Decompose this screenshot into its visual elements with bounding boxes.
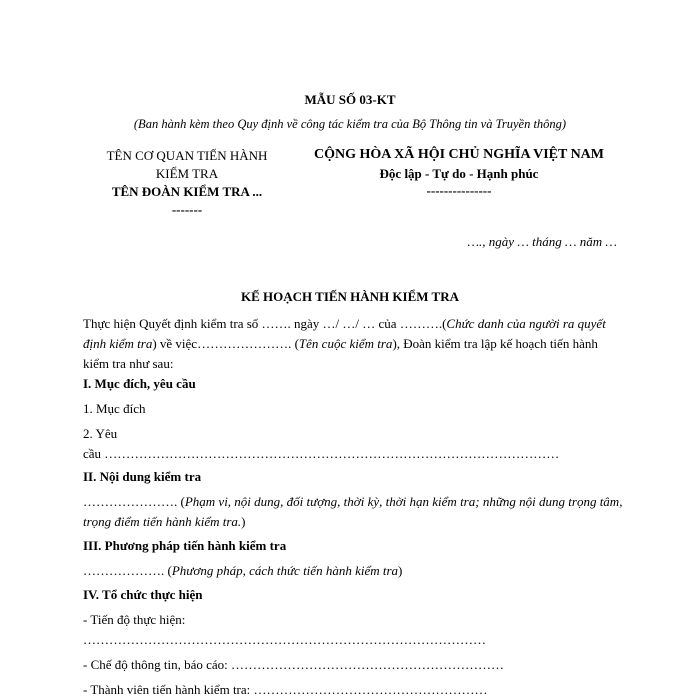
inspection-team-name: TÊN ĐOÀN KIỂM TRA ... xyxy=(111,184,263,199)
intro-paragraph xyxy=(83,314,623,374)
intro-part5: ), Đoàn kiểm tra lập kế hoạch tiến hành kiểm tra như sau: xyxy=(83,336,598,371)
section3-heading: III. Phương pháp tiến hành kiểm tra xyxy=(83,538,287,553)
section2-text: Phạm vi, nội dung, đối tượng, thời kỳ, thời hạn kiểm tra; những nội dung trọng tâm, trọng điểm tiến hành kiểm tra. xyxy=(83,494,623,529)
section3-dots: ………………. ( xyxy=(83,563,172,578)
section2-paragraph xyxy=(83,492,623,532)
intro-part1: Thực hiện Quyết định kiểm tra số ……. ngày …/ …/ … của ……….( xyxy=(83,316,447,331)
section3-text: Phương pháp, cách thức tiến hành kiểm tra xyxy=(171,563,399,578)
right-header-rule: --------------- xyxy=(426,183,492,198)
section2-dots: …………………. ( xyxy=(83,494,185,509)
section3-close: ) xyxy=(398,563,403,578)
section4-item1-dots: ………………………………………………………………………………… xyxy=(83,632,486,647)
national-title: CỘNG HÒA XÃ HỘI CHỦ NGHĨA VIỆT NAM xyxy=(313,147,604,162)
intro-part4: Tên cuộc kiểm tra xyxy=(298,336,393,351)
date-line: …., ngày … tháng … năm … xyxy=(467,234,617,249)
issued-note: (Ban hành kèm theo Quy định về công tác kiểm tra của Bộ Thông tin và Truyền thông) xyxy=(133,117,567,131)
section4-heading: IV. Tổ chức thực hiện xyxy=(83,587,203,602)
section1-item2: 2. Yêu xyxy=(83,426,118,441)
national-motto: Độc lập - Tự do - Hạnh phúc xyxy=(379,166,539,181)
section4-item3: - Thành viên tiến hành kiểm tra: ……………………………………………… xyxy=(83,682,488,697)
section4-item1: - Tiến độ thực hiện: xyxy=(83,612,186,627)
agency-name-line1: TÊN CƠ QUAN TIẾN HÀNH xyxy=(106,148,268,163)
section4-item2: - Chế độ thông tin, báo cáo: ……………………………………………………… xyxy=(83,657,505,672)
intro-part3: ) về việc…………………. ( xyxy=(152,336,299,351)
section1-heading: I. Mục đích, yêu cầu xyxy=(83,376,196,391)
form-code: MẪU SỐ 03-KT xyxy=(304,92,396,107)
section3-paragraph xyxy=(83,563,402,579)
section2-heading: II. Nội dung kiểm tra xyxy=(83,469,202,484)
intro-part2: Chức danh của người ra quyết định kiểm tra xyxy=(83,316,606,351)
left-header-rule: ------- xyxy=(171,202,203,217)
section1-item2-cont: cầu …………………………………………………………………………………………… xyxy=(83,446,560,461)
document-title: KẾ HOẠCH TIẾN HÀNH KIỂM TRA xyxy=(240,289,460,304)
section1-item1: 1. Mục đích xyxy=(83,401,146,416)
section2-close: ) xyxy=(241,514,246,529)
agency-name-line2: KIỂM TRA xyxy=(155,166,219,181)
